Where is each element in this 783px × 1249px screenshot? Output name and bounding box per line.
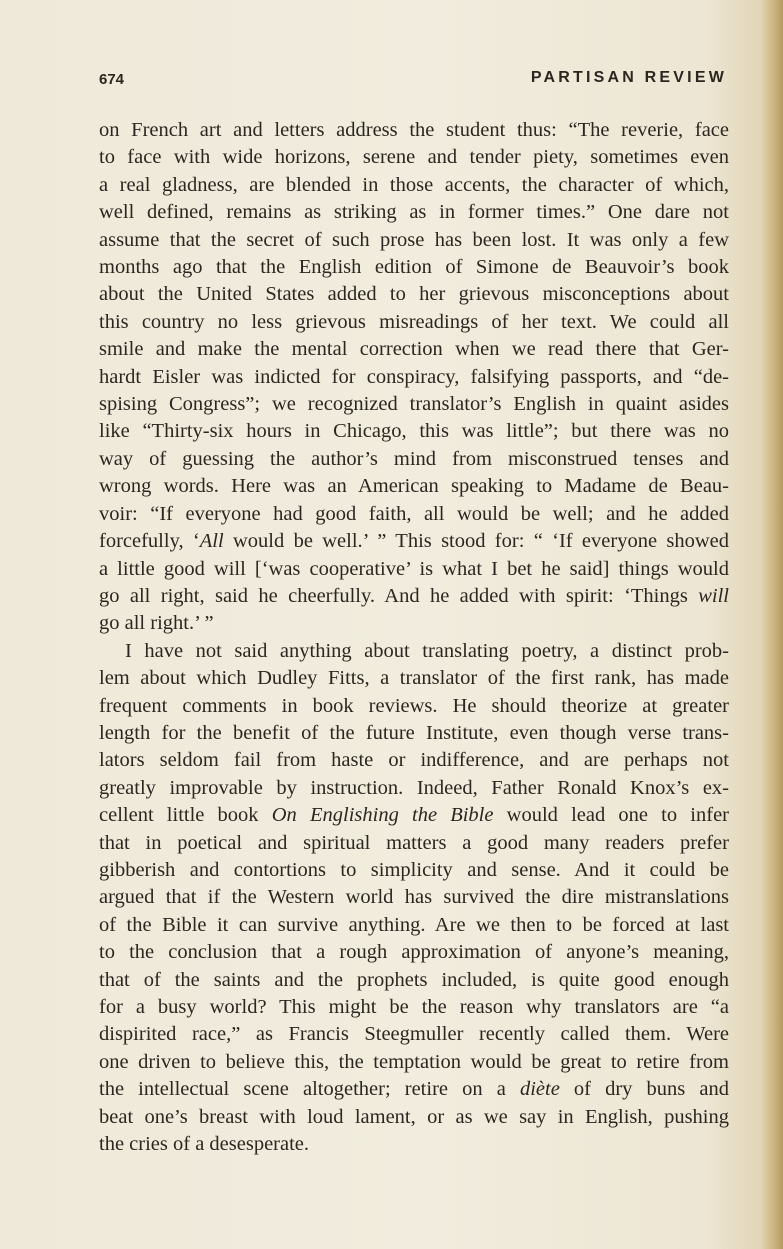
text-line: go all right.’ ” xyxy=(99,612,214,635)
text-line: assume that the secret of such prose has been lost. It was only a few xyxy=(99,228,729,251)
text-line: spising Congress”; we recognized translator’s English in quaint asides xyxy=(99,393,729,416)
italic-text: diète xyxy=(519,1078,560,1101)
text-line: this country no less grievous misreadings of her text. We could all xyxy=(99,310,729,333)
text-line: for a busy world? This might be the reason why translators are “a xyxy=(99,996,729,1018)
text-line: a little good will [‘was cooperative’ is what I bet he said] things would xyxy=(99,557,729,580)
text-line xyxy=(99,528,729,555)
text-line: frequent comments in book reviews. He should theorize at greater xyxy=(99,694,729,717)
paragraph-1 xyxy=(99,117,729,638)
page-header xyxy=(99,68,727,92)
text-line xyxy=(99,802,729,829)
text-line: about the United States added to her grievous misconceptions about xyxy=(99,283,729,306)
text-line: months ago that the English edition of Simone de Beauvoir’s book xyxy=(99,256,729,279)
paragraph-2 xyxy=(99,638,729,1159)
text-line: hardt Eisler was indicted for conspiracy, falsifying passports, and “de- xyxy=(99,365,729,388)
text-line: length for the benefit of the future Institute, even though verse trans- xyxy=(99,721,729,744)
text-span: the intellectual scene altogether; retire on a xyxy=(99,1078,520,1101)
text-line: beat one’s breast with loud lament, or as we say in English, pushing xyxy=(99,1105,729,1128)
text-span: go all right, said he cheerfully. And he added with spirit: ‘Things xyxy=(99,584,699,607)
page-number: 674 xyxy=(99,71,125,88)
text-span: of dry buns and xyxy=(559,1078,729,1101)
text-span: forcefully, ‘ xyxy=(99,530,200,553)
text-line: greatly improvable by instruction. Indeed, Father Ronald Knox’s ex- xyxy=(99,776,729,799)
italic-text: On Englishing the Bible xyxy=(271,804,494,827)
text-span: would lead one to infer xyxy=(493,804,730,827)
text-line: gibberish and contortions to simplicity and sense. And it could be xyxy=(99,858,729,881)
text-line: that in poetical and spiritual matters a good many readers prefer xyxy=(99,831,729,854)
running-head: PARTISAN REVIEW xyxy=(530,69,727,86)
text-line xyxy=(99,583,729,610)
italic-text: All xyxy=(199,530,224,553)
text-line: the cries of a desesperate. xyxy=(99,1133,310,1156)
text-line: lem about which Dudley Fitts, a translator of the first rank, has made xyxy=(99,667,729,690)
text-line: lators seldom fail from haste or indifference, and are perhaps not xyxy=(99,749,729,772)
text-span: cellent little book xyxy=(99,804,272,827)
text-line: I have not said anything about translating poetry, a distinct prob- xyxy=(125,639,729,662)
text-line: of the Bible it can survive anything. Are we then to be forced at last xyxy=(99,913,729,936)
body-text xyxy=(99,117,729,1158)
text-line: to the conclusion that a rough approximation of anyone’s meaning, xyxy=(99,941,729,964)
text-line: smile and make the mental correction when we read there that Ger- xyxy=(99,338,729,361)
text-line: one driven to believe this, the temptation would be great to retire from xyxy=(99,1050,729,1073)
text-line: on French art and letters address the student thus: “The reverie, face xyxy=(99,119,729,141)
page-edge-shadow xyxy=(761,0,783,1249)
text-line: way of guessing the author’s mind from misconstrued tenses and xyxy=(99,447,729,470)
italic-text: will xyxy=(698,584,729,607)
text-line: argued that if the Western world has survived the dire mistranslations xyxy=(99,886,729,909)
text-line: dispirited race,” as Francis Steegmuller recently called them. Were xyxy=(99,1023,729,1046)
text-line: like “Thirty-six hours in Chicago, this was little”; but there was no xyxy=(99,420,729,443)
text-line: to face with wide horizons, serene and tender piety, sometimes even xyxy=(99,146,729,169)
text-span: would be well.’ ” This stood for: “ ‘If everyone showed xyxy=(223,530,729,553)
text-line: well defined, remains as striking as in former times.” One dare not xyxy=(99,201,729,224)
text-line: wrong words. Here was an American speaking to Madame de Beau- xyxy=(99,475,729,498)
text-line xyxy=(99,1076,729,1103)
text-line: that of the saints and the prophets included, is quite good enough xyxy=(99,968,729,991)
text-line: a real gladness, are blended in those accents, the character of which, xyxy=(99,173,729,196)
text-line: voir: “If everyone had good faith, all would be well; and he added xyxy=(99,502,729,525)
